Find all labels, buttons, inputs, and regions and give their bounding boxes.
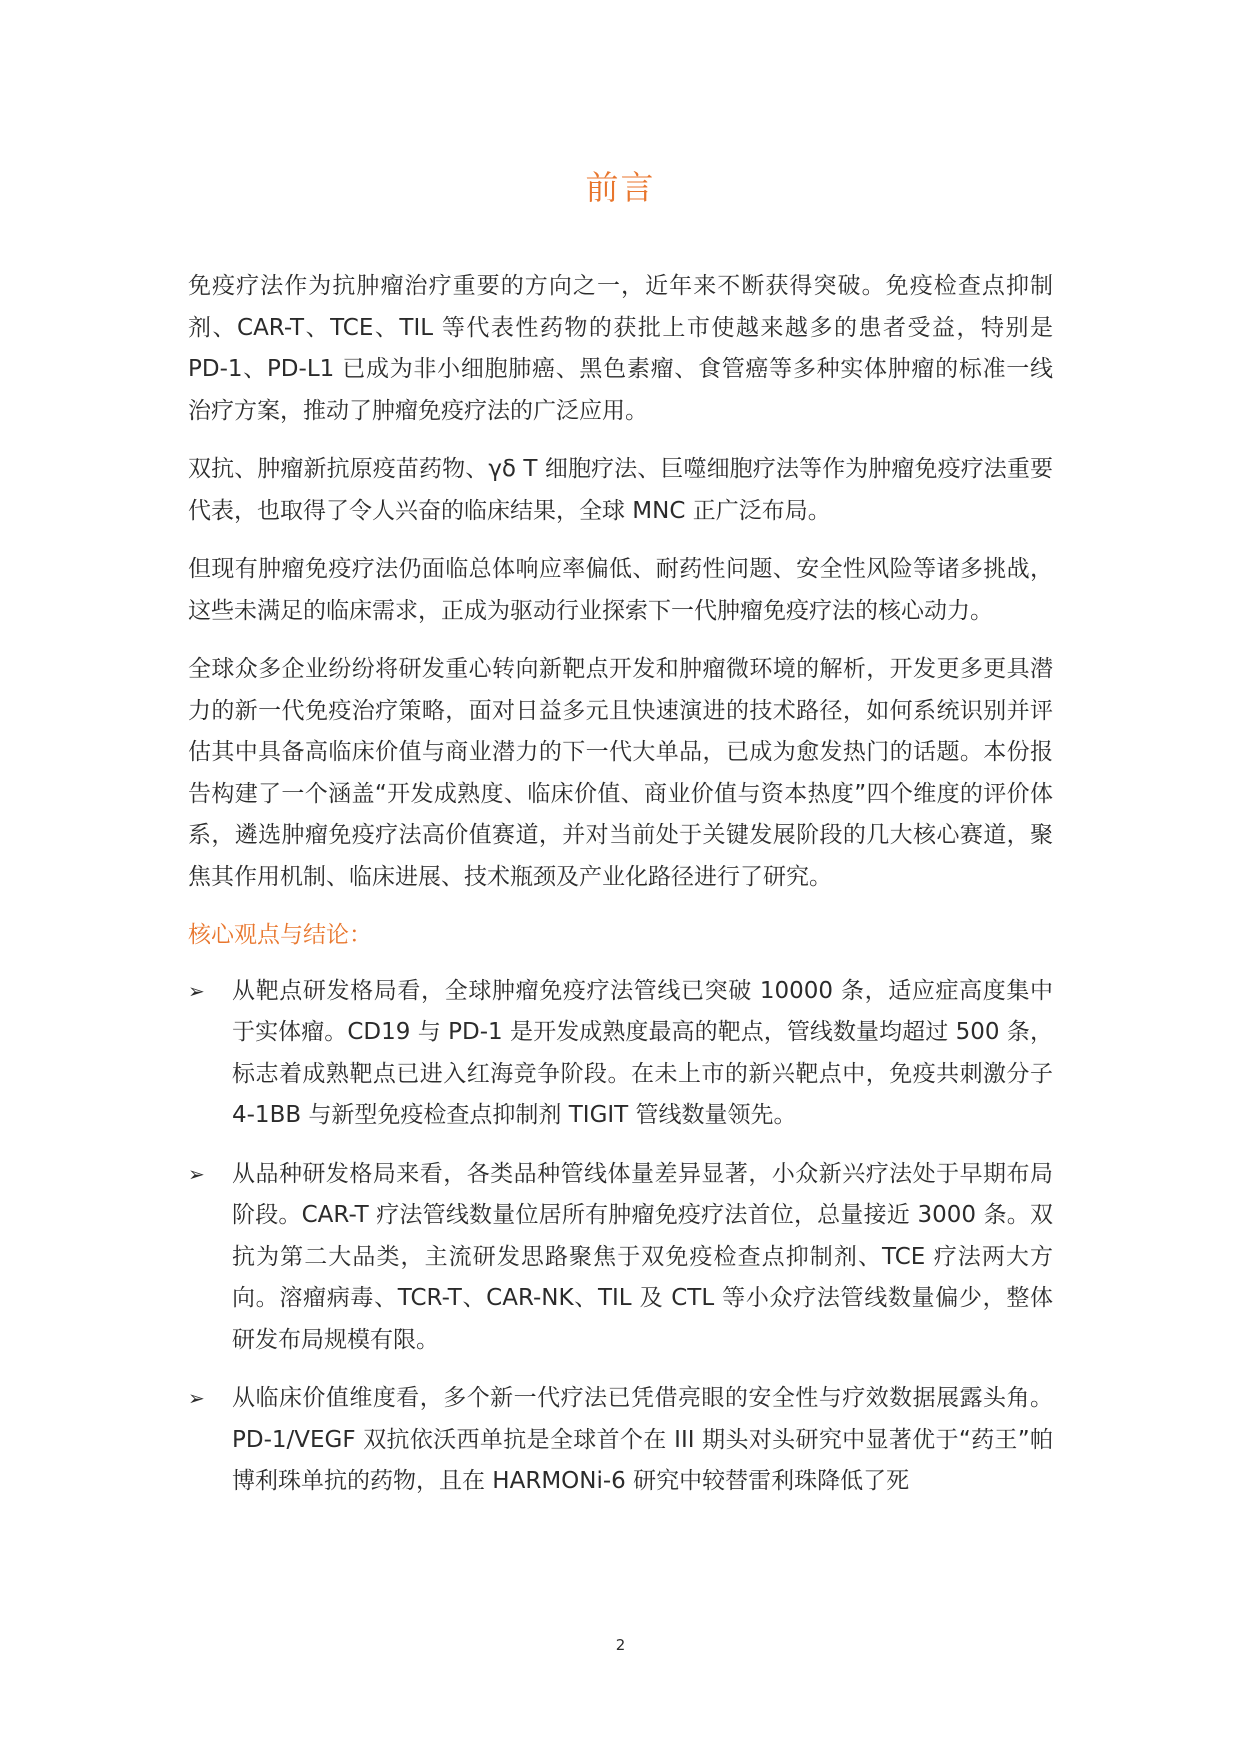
paragraph: 免疫疗法作为抗肿瘤治疗重要的方向之一，近年来不断获得突破。免疫检查点抑制剂、CAR-T、TCE、TIL 等代表性药物的获批上市使越来越多的患者受益，特别是 PD-1、PD-L1 已成为非小细胞肺癌、黑色素瘤、食管癌等多种实体肿瘤的标准一线治疗方案，推动了肿瘤免疫疗法的广泛应用。: [188, 273, 1053, 424]
page-number: 2: [615, 1636, 626, 1654]
paragraph: 全球众多企业纷纷将研发重心转向新靶点开发和肿瘤微环境的解析，开发更多更具潜力的新一代免疫治疗策略，面对日益多元且快速演进的技术路径，如何系统识别并评估其中具备高临床价值与商业潜力的下一代大单品，已成为愈发热门的话题。本份报告构建了一个涵盖“开发成熟度、临床价值、商业价值与资本热度”四个维度的评价体系，遴选肿瘤免疫疗法高价值赛道，并对当前处于关键发展阶段的几大核心赛道，聚焦其作用机制、临床进展、技术瓶颈及产业化路径进行了研究。: [188, 656, 1053, 890]
list-item: [188, 1378, 1053, 1503]
arrow-bullet-icon: ➢: [188, 1161, 205, 1186]
page-title: 前言: [585, 168, 656, 207]
arrow-bullet-icon: ➢: [188, 1386, 205, 1410]
list-item-text: 从品种研发格局来看，各类品种管线体量差异显著，小众新兴疗法处于早期布局阶段。CAR-T 疗法管线数量位居所有肿瘤免疫疗法首位，总量接近 3000 条。双抗为第二大品类，主流研发思路聚焦于双免疫检查点抑制剂、TCE 疗法两大方向。溶瘤病毒、TCR-T、CAR-NK、TIL 及 CTL 等小众疗法管线数量偏少，整体研发布局规模有限。: [232, 1160, 1053, 1353]
paragraph: 双抗、肿瘤新抗原疫苗药物、γδ T 细胞疗法、巨噬细胞疗法等作为肿瘤免疫疗法重要代表，也取得了令人兴奋的临床结果，全球 MNC 正广泛布局。: [188, 456, 1053, 524]
list-item-text: 从临床价值维度看，多个新一代疗法已凭借亮眼的安全性与疗效数据展露头角。PD-1/VEGF 双抗依沃西单抗是全球首个在 III 期头对头研究中显著优于“药王”帕博利珠单抗的药物，且在 HARMONi-6 研究中较替雷利珠降低了死: [232, 1385, 1053, 1494]
list-item: [188, 1154, 1053, 1362]
document-body: [188, 266, 1053, 1520]
list-item-text: 从靶点研发格局看，全球肿瘤免疫疗法管线已突破 10000 条，适应症高度集中于实体瘤。CD19 与 PD-1 是开发成熟度最高的靶点，管线数量均超过 500 条，标志着成熟靶点已进入红海竞争阶段。在未上市的新兴靶点中，免疫共刺激分子 4-1BB 与新型免疫检查点抑制剂 TIGIT 管线数量领先。: [232, 977, 1053, 1128]
arrow-bullet-icon: ➢: [188, 978, 205, 1003]
list-item: [188, 971, 1053, 1137]
key-findings-list: [188, 971, 1053, 1503]
section-heading: 核心观点与结论：: [188, 922, 372, 948]
paragraph: 但现有肿瘤免疫疗法仍面临总体响应率偏低、耐药性问题、安全性风险等诸多挑战，这些未满足的临床需求，正成为驱动行业探索下一代肿瘤免疫疗法的核心动力。: [188, 556, 1053, 624]
